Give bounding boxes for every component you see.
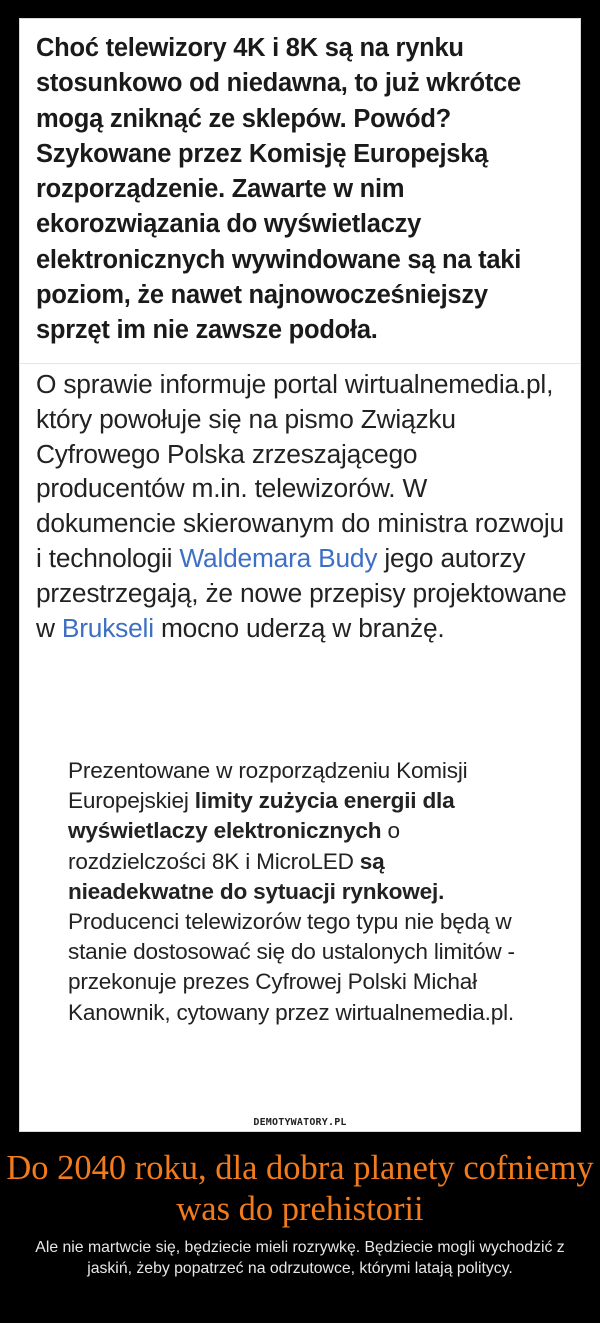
- watermark-logo: DEMOTYWATORY.PL: [224, 1115, 376, 1131]
- demotivator-caption: Ale nie martwcie się, będziecie mieli rozrywkę. Będziecie mogli wychodzić z jaskiń, żeby popatrzeć na odrzutowce, którymi latają politycy.: [35, 1239, 565, 1278]
- body-text-part: mocno uderzą w branżę.: [153, 612, 445, 643]
- quote-block: [68, 756, 528, 1028]
- quote-text: Prezentowane w rozporządzeniu Komisji Europejskiej: [68, 758, 468, 814]
- quote-text: o rozdzielczości 8K i MicroLED: [68, 818, 400, 874]
- quote-bold: są nieadekwatne do sytuacji rynkowej.: [68, 848, 445, 904]
- quote-bold: limity zużycia energii dla wyświetlaczy elektronicznych: [68, 788, 455, 844]
- demotivator-headline: Do 2040 roku, dla dobra planety cofniemy was do prehistorii: [6, 1149, 594, 1228]
- quote-text: Producenci telewizorów tego typu nie będą w stanie dostosować się do ustalonych limitów - przekonuje prezes Cyfrowej Polski Michał Kanownik, cytowany przez wirtualnemedia.pl.: [68, 909, 515, 1025]
- article-lead: Choć telewizory 4K i 8K są na rynku stosunkowo od niedawna, to już wkrótce mogą zniknąć ze sklepów. Powód? Szykowane przez Komisję Europejską rozporządzenie. Zawarte w nim ekorozwiązania do wyświetlaczy elektronicznych wywindowane są na taki poziom, że nawet najnowocześniejszy sprzęt im nie zawsze podoła.: [36, 34, 522, 345]
- body-text-part: O sprawie informuje portal wirtualnemedia.pl, który powołuje się na pismo Związku Cyfrowego Polska zrzeszającego producentów m.in. telewizorów. W dokumencie skierowanym do ministra rozwoju i technologii: [36, 369, 564, 573]
- article-body: [36, 367, 571, 645]
- link-bruksela[interactable]: Brukseli: [61, 612, 154, 643]
- divider: [20, 363, 580, 364]
- watermark-bar: [0, 1112, 600, 1136]
- demotivator-image-frame: [20, 19, 580, 1131]
- link-waldemar-buda[interactable]: Waldemara Budy: [179, 542, 378, 573]
- body-text-part: jego autorzy przestrzegają, że nowe przepisy projektowane w: [36, 542, 567, 643]
